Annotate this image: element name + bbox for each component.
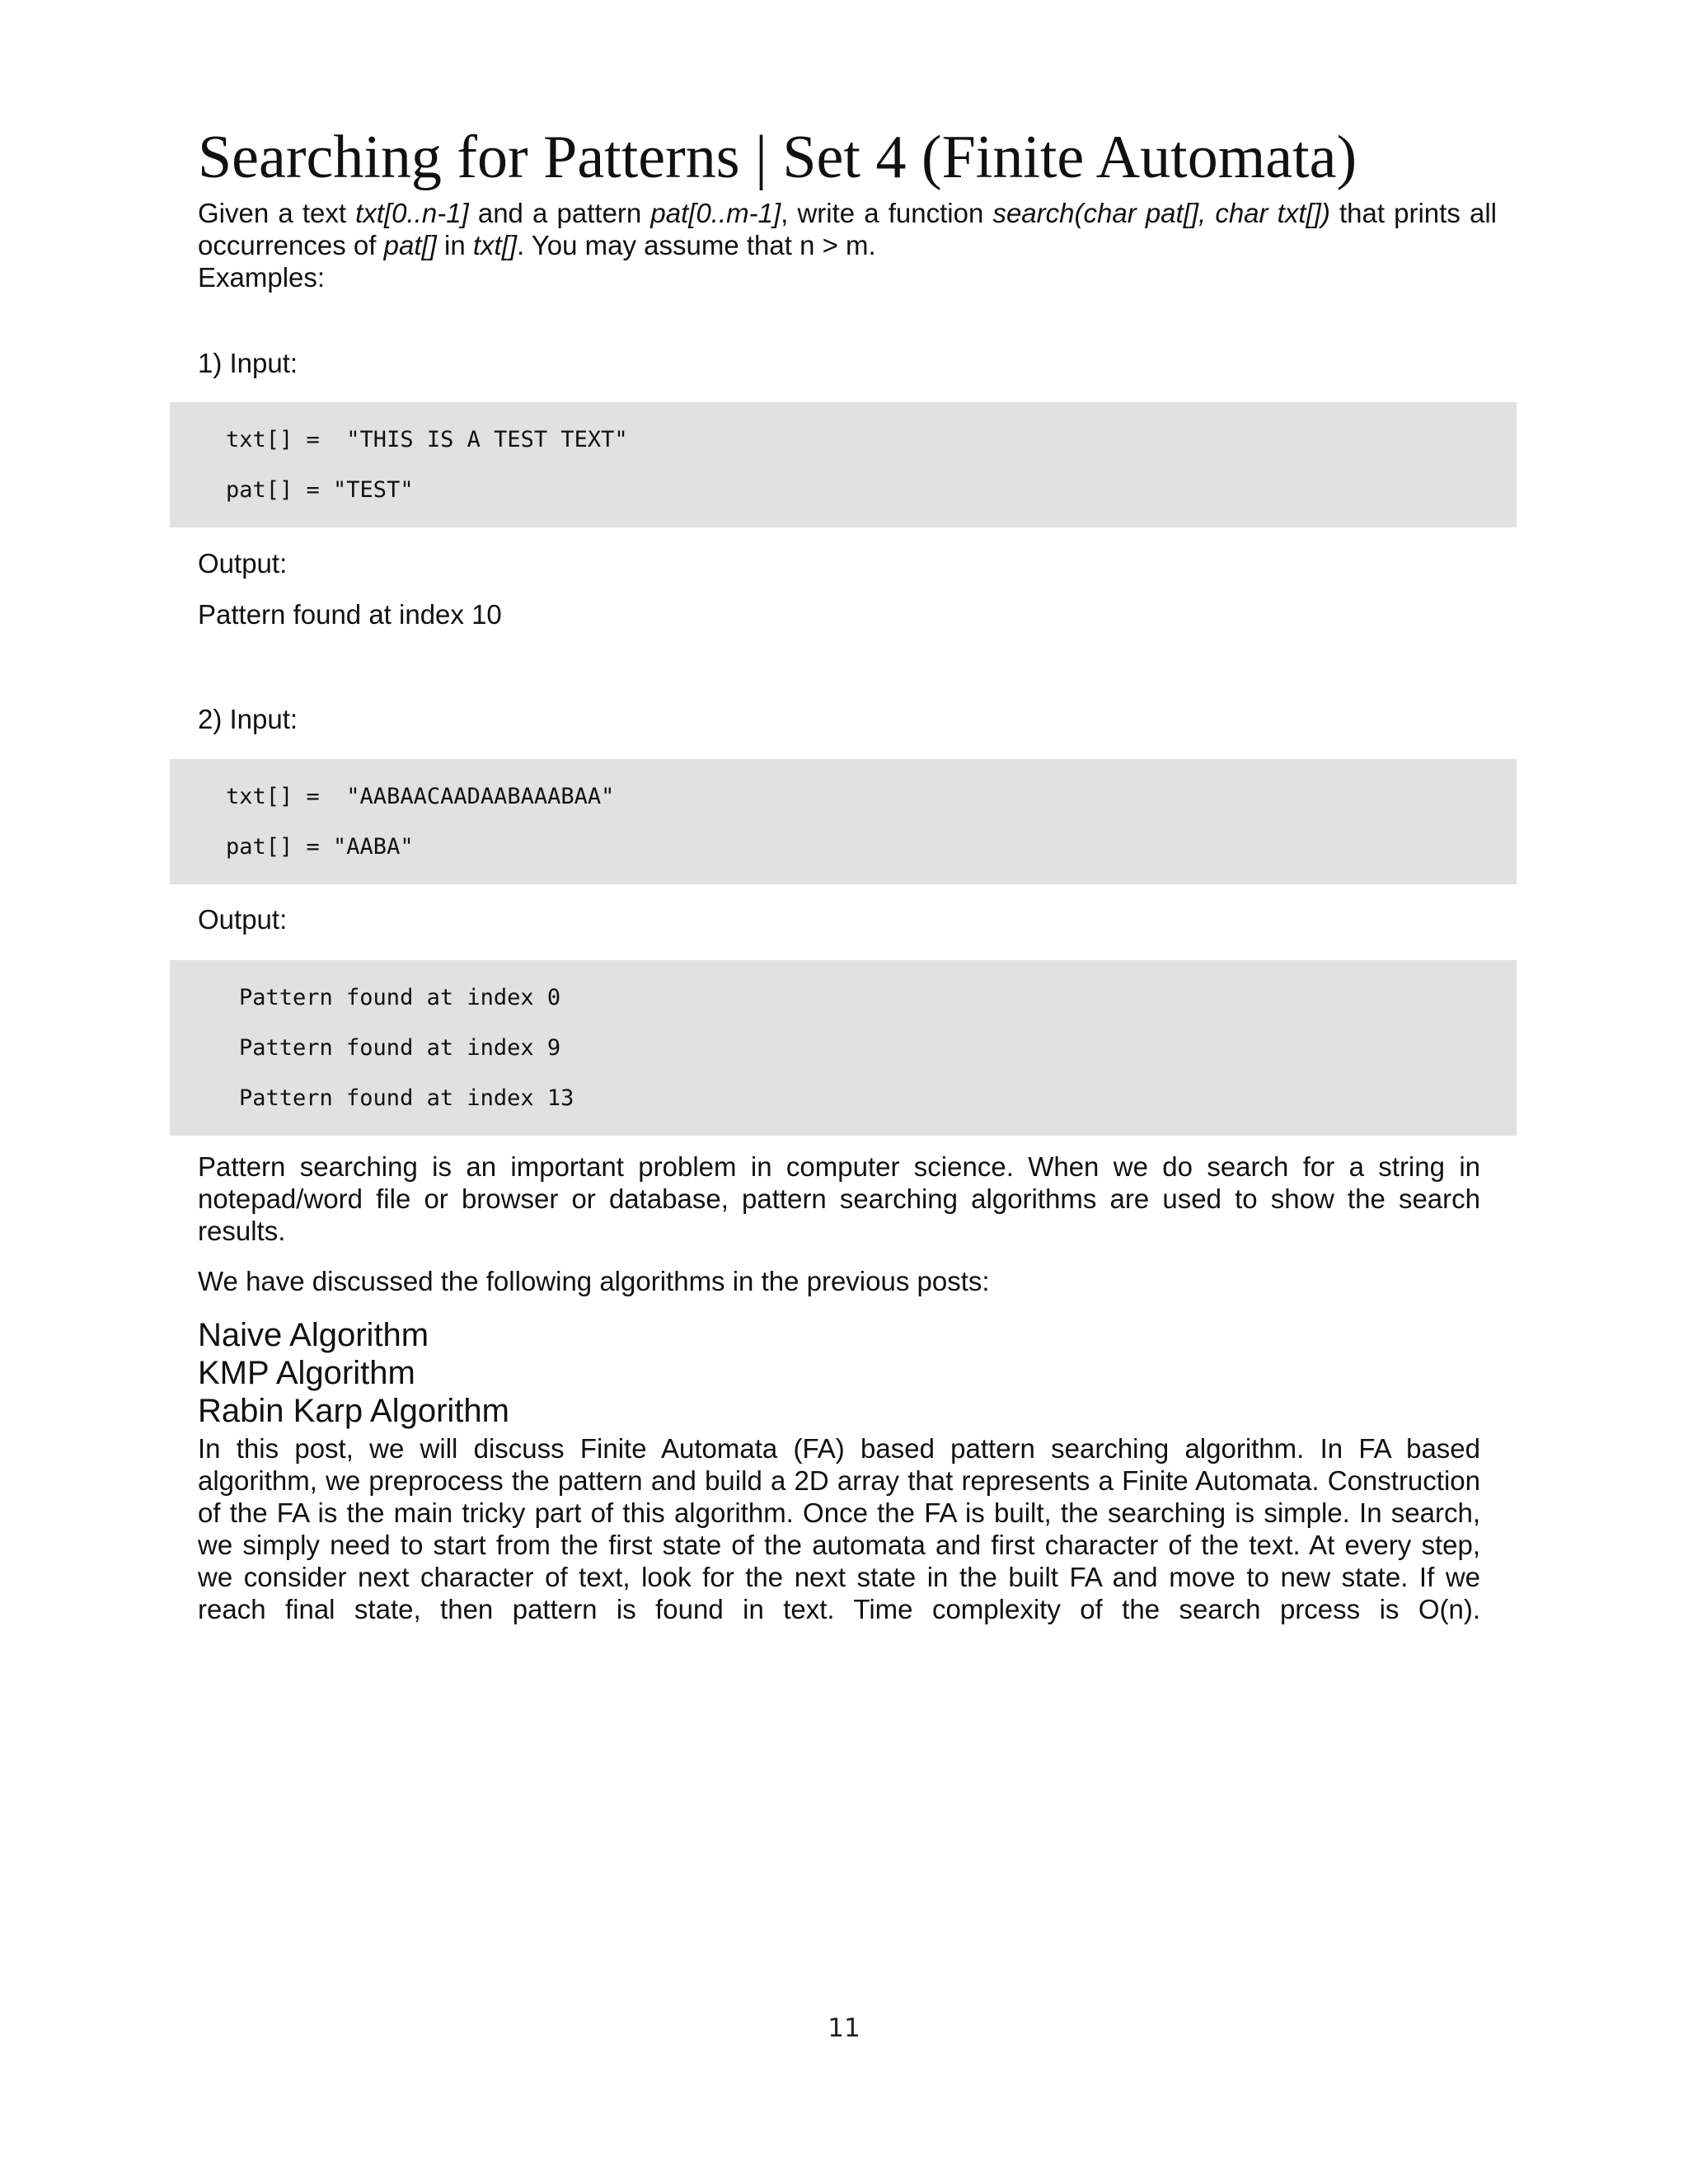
code-line: pat[] = "AABA" [226,834,414,860]
example1-input-label: 1) Input: [198,348,298,378]
intro-line-2 [198,229,1497,261]
algorithm-link-rabin-karp[interactable]: Rabin Karp Algorithm [198,1393,509,1429]
example1-output-label: Output: [198,548,288,579]
paragraph-finite-automata [198,1432,1480,1625]
code-line: Pattern found at index 13 [239,1085,574,1111]
intro-text: in [436,230,473,260]
intro-italic: txt[] [472,230,518,260]
paragraph-line: notepad/word file or browser or database, pattern searching algorithms are used to show the search [198,1183,1480,1214]
intro-italic: txt[0..n-1] [355,198,469,228]
intro-text: that prints all [1329,198,1497,228]
intro-text: Given a text [198,198,356,228]
paragraph-line: Pattern searching is an important problem in computer science. When we do search for a string in [198,1151,1480,1182]
code-line: Pattern found at index 9 [239,1035,561,1061]
page-content [198,120,1497,293]
code-line: txt[] = "THIS IS A TEST TEXT" [226,427,628,452]
intro-text: , write a function [781,198,993,228]
algorithm-list [198,1316,509,1430]
example1-input-code-block [170,402,1517,527]
intro-text: and a pattern [468,198,651,228]
intro-italic: pat[] [383,230,437,260]
paragraph-line: of the FA is the main tricky part of this algorithm. Once the FA is built, the searching is simple. In search, [198,1497,1480,1528]
page-number: 11 [828,2013,860,2043]
example1-output-text: Pattern found at index 10 [198,599,502,630]
paragraph-line: results. [198,1216,286,1246]
example2-input-label: 2) Input: [198,704,298,734]
paragraph-pattern-searching [198,1151,1480,1247]
algorithm-link-naive[interactable]: Naive Algorithm [198,1317,429,1353]
code-line: pat[] = "TEST" [226,477,414,503]
intro-line-1 [198,197,1497,229]
intro-italic: pat[0..m-1] [650,198,781,228]
algorithm-link-kmp[interactable]: KMP Algorithm [198,1355,415,1391]
intro-italic: search(char pat[], char txt[]) [992,198,1330,228]
intro-text: . You may assume that n > m. [517,230,876,260]
example2-output-label: Output: [198,904,288,935]
paragraph-line: algorithm, we preprocess the pattern and build a 2D array that represents a Finite Automata. Construction [198,1465,1480,1496]
paragraph-line: reach final state, then pattern is found in text. Time complexity of the search prcess is O(n). [198,1594,1480,1624]
code-line: txt[] = "AABAACAADAABAAABAA" [226,784,615,809]
paragraph-line: we simply need to start from the first state of the automata and first character of the text. At every step, [198,1530,1480,1560]
page-title: Searching for Patterns | Set 4 (Finite Automata) [198,124,1357,191]
paragraph-previous-posts: We have discussed the following algorithms in the previous posts: [198,1266,990,1296]
paragraph-line: In this post, we will discuss Finite Automata (FA) based pattern searching algorithm. In FA based [198,1433,1480,1464]
example2-output-code-block [170,960,1517,1136]
code-line: Pattern found at index 0 [239,985,561,1010]
intro-text: occurrences of [198,230,384,260]
paragraph-line: we consider next character of text, look for the next state in the built FA and move to new state. If we [198,1562,1480,1592]
example2-input-code-block [170,759,1517,884]
examples-label: Examples: [198,262,326,293]
